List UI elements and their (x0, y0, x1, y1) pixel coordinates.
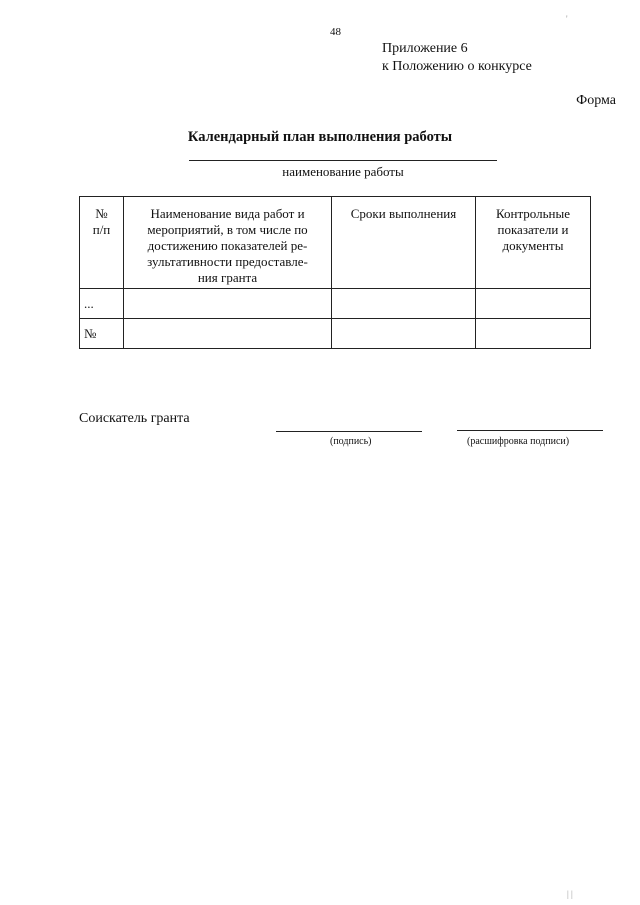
header-deadlines-line-1: Сроки выполнения (350, 206, 457, 221)
table-cell (332, 289, 476, 319)
table-cell (476, 319, 591, 349)
table-cell (332, 319, 476, 349)
signature-line (276, 431, 422, 432)
table-cell: ... (80, 289, 124, 319)
header-work-type-line-2: мероприятий, в том числе по (147, 222, 308, 237)
title-underline (189, 160, 497, 161)
table-cell (124, 319, 332, 349)
form-label: Форма (576, 93, 616, 108)
table-cell: № (80, 319, 124, 349)
title-caption: наименование работы (282, 164, 404, 179)
header-number-line-1: № (95, 206, 108, 221)
signature-caption: (подпись) (330, 436, 372, 447)
table-row (80, 289, 591, 319)
document-title: Календарный план выполнения работы (187, 129, 453, 145)
header-control-line-1: Контрольные (495, 206, 571, 221)
signature-decoding-caption: (расшифровка подписи) (467, 436, 570, 447)
header-control-indicators (476, 197, 591, 289)
header-work-type-line-5: ния гранта (197, 270, 258, 285)
table-cell (124, 289, 332, 319)
table-row (80, 319, 591, 349)
header-work-type-line-1: Наименование вида работ и (150, 206, 305, 221)
calendar-plan-table (79, 196, 591, 349)
header-number-line-2: п/п (92, 222, 111, 237)
header-work-type (124, 197, 332, 289)
header-number (80, 197, 124, 289)
appendix-note (382, 40, 532, 76)
header-work-type-line-4: зультативности предоставле- (147, 254, 308, 269)
header-deadlines (332, 197, 476, 289)
signature-decoding-line (457, 430, 603, 431)
scan-mark-top: ' (566, 14, 568, 24)
appendix-line-2: к Положению о конкурсе (382, 59, 532, 74)
page-number: 48 (330, 26, 341, 38)
scan-mark-bottom: | | (567, 889, 573, 899)
appendix-line-1: Приложение 6 (382, 41, 468, 56)
header-control-line-2: показатели и (497, 222, 569, 237)
header-control-line-3: документы (502, 238, 564, 253)
header-work-type-line-3: достижению показателей ре- (147, 238, 308, 253)
table-cell (476, 289, 591, 319)
table-header-row (80, 197, 591, 289)
applicant-label: Соискатель гранта (79, 411, 190, 426)
